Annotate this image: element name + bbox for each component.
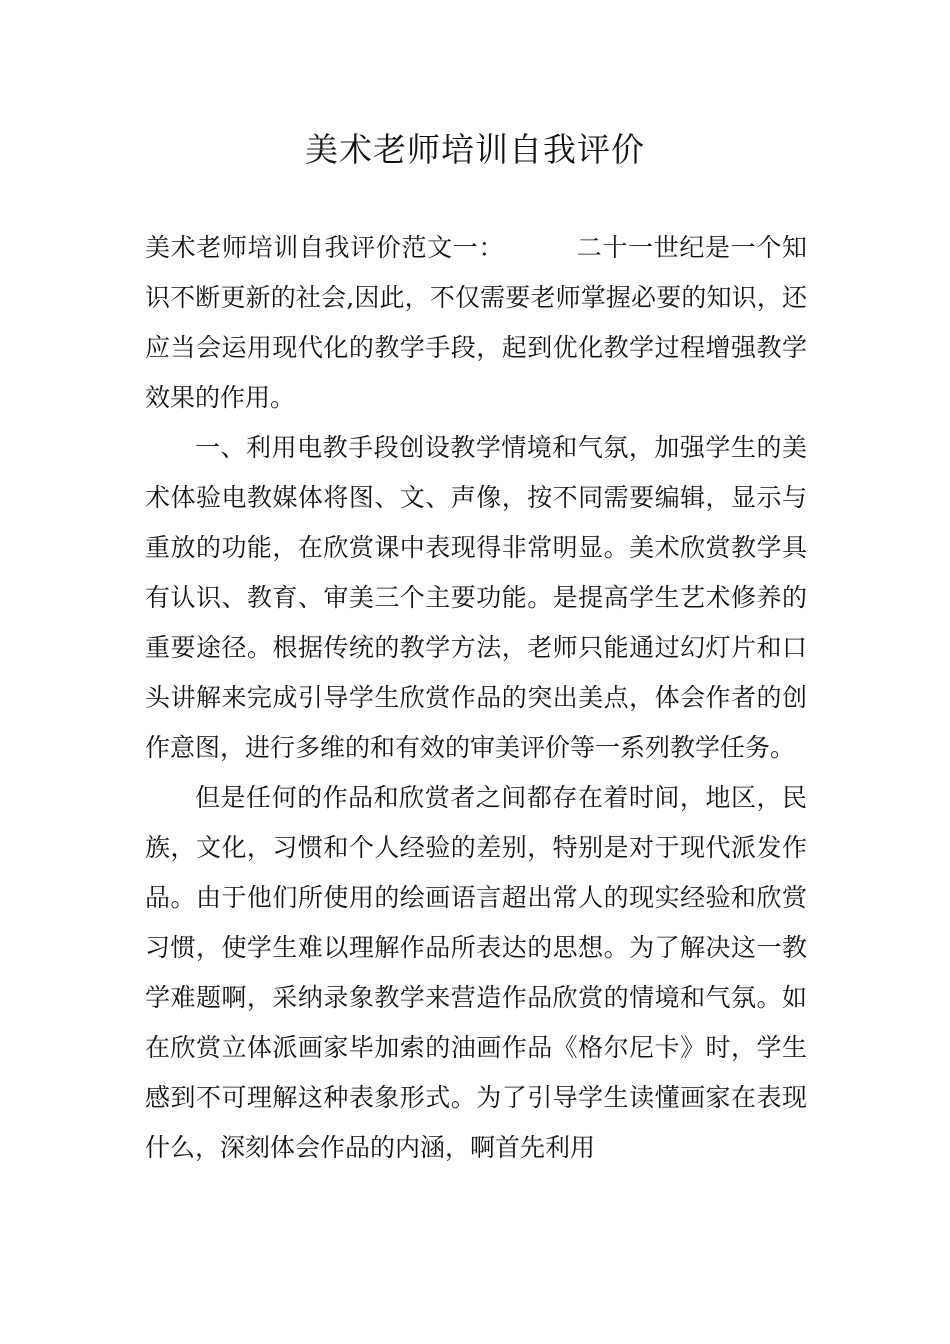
body-paragraph-2: 但是任何的作品和欣赏者之间都存在着时间，地区，民族，文化，习惯和个人经验的差别，特别是对于现代派发作品。由于他们所使用的绘画语言超出常人的现实经验和欣赏习惯，使学生难以理解作品所表达的思想。为了解决这一教学难题啊，采纳录象教学来营造作品欣赏的情境和气氛。如在欣赏立体派画家毕加索的油画作品《格尔尼卡》时，学生感到不可理解这种表象形式。为了引导学生读懂画家在表现什么，深刻体会作品的内涵，啊首先利用: [145, 783, 807, 1162]
intro-label: 美术老师培训自我评价范文一：: [145, 233, 505, 262]
document-body: [145, 223, 807, 1173]
document-title: 美术老师培训自我评价: [305, 130, 645, 169]
intro-text: 二十一世纪是一个知识不断更新的社会,因此，不仅需要老师掌握必要的知识，还应当会运用现代化的教学手段，起到优化教学过程增强教学效果的作用。: [145, 233, 807, 412]
intro-paragraph: [145, 223, 807, 423]
body-paragraph-1: 一、利用电教手段创设教学情境和气氛，加强学生的美术体验电教媒体将图、文、声像，按不同需要编辑，显示与重放的功能，在欣赏课中表现得非常明显。美术欣赏教学具有认识、教育、审美三个主要功能。是提高学生艺术修养的重要途径。根据传统的教学方法，老师只能通过幻灯片和口头讲解来完成引导学生欣赏作品的突出美点，体会作者的创作意图，进行多维的和有效的审美评价等一系列教学任务。: [145, 433, 807, 762]
